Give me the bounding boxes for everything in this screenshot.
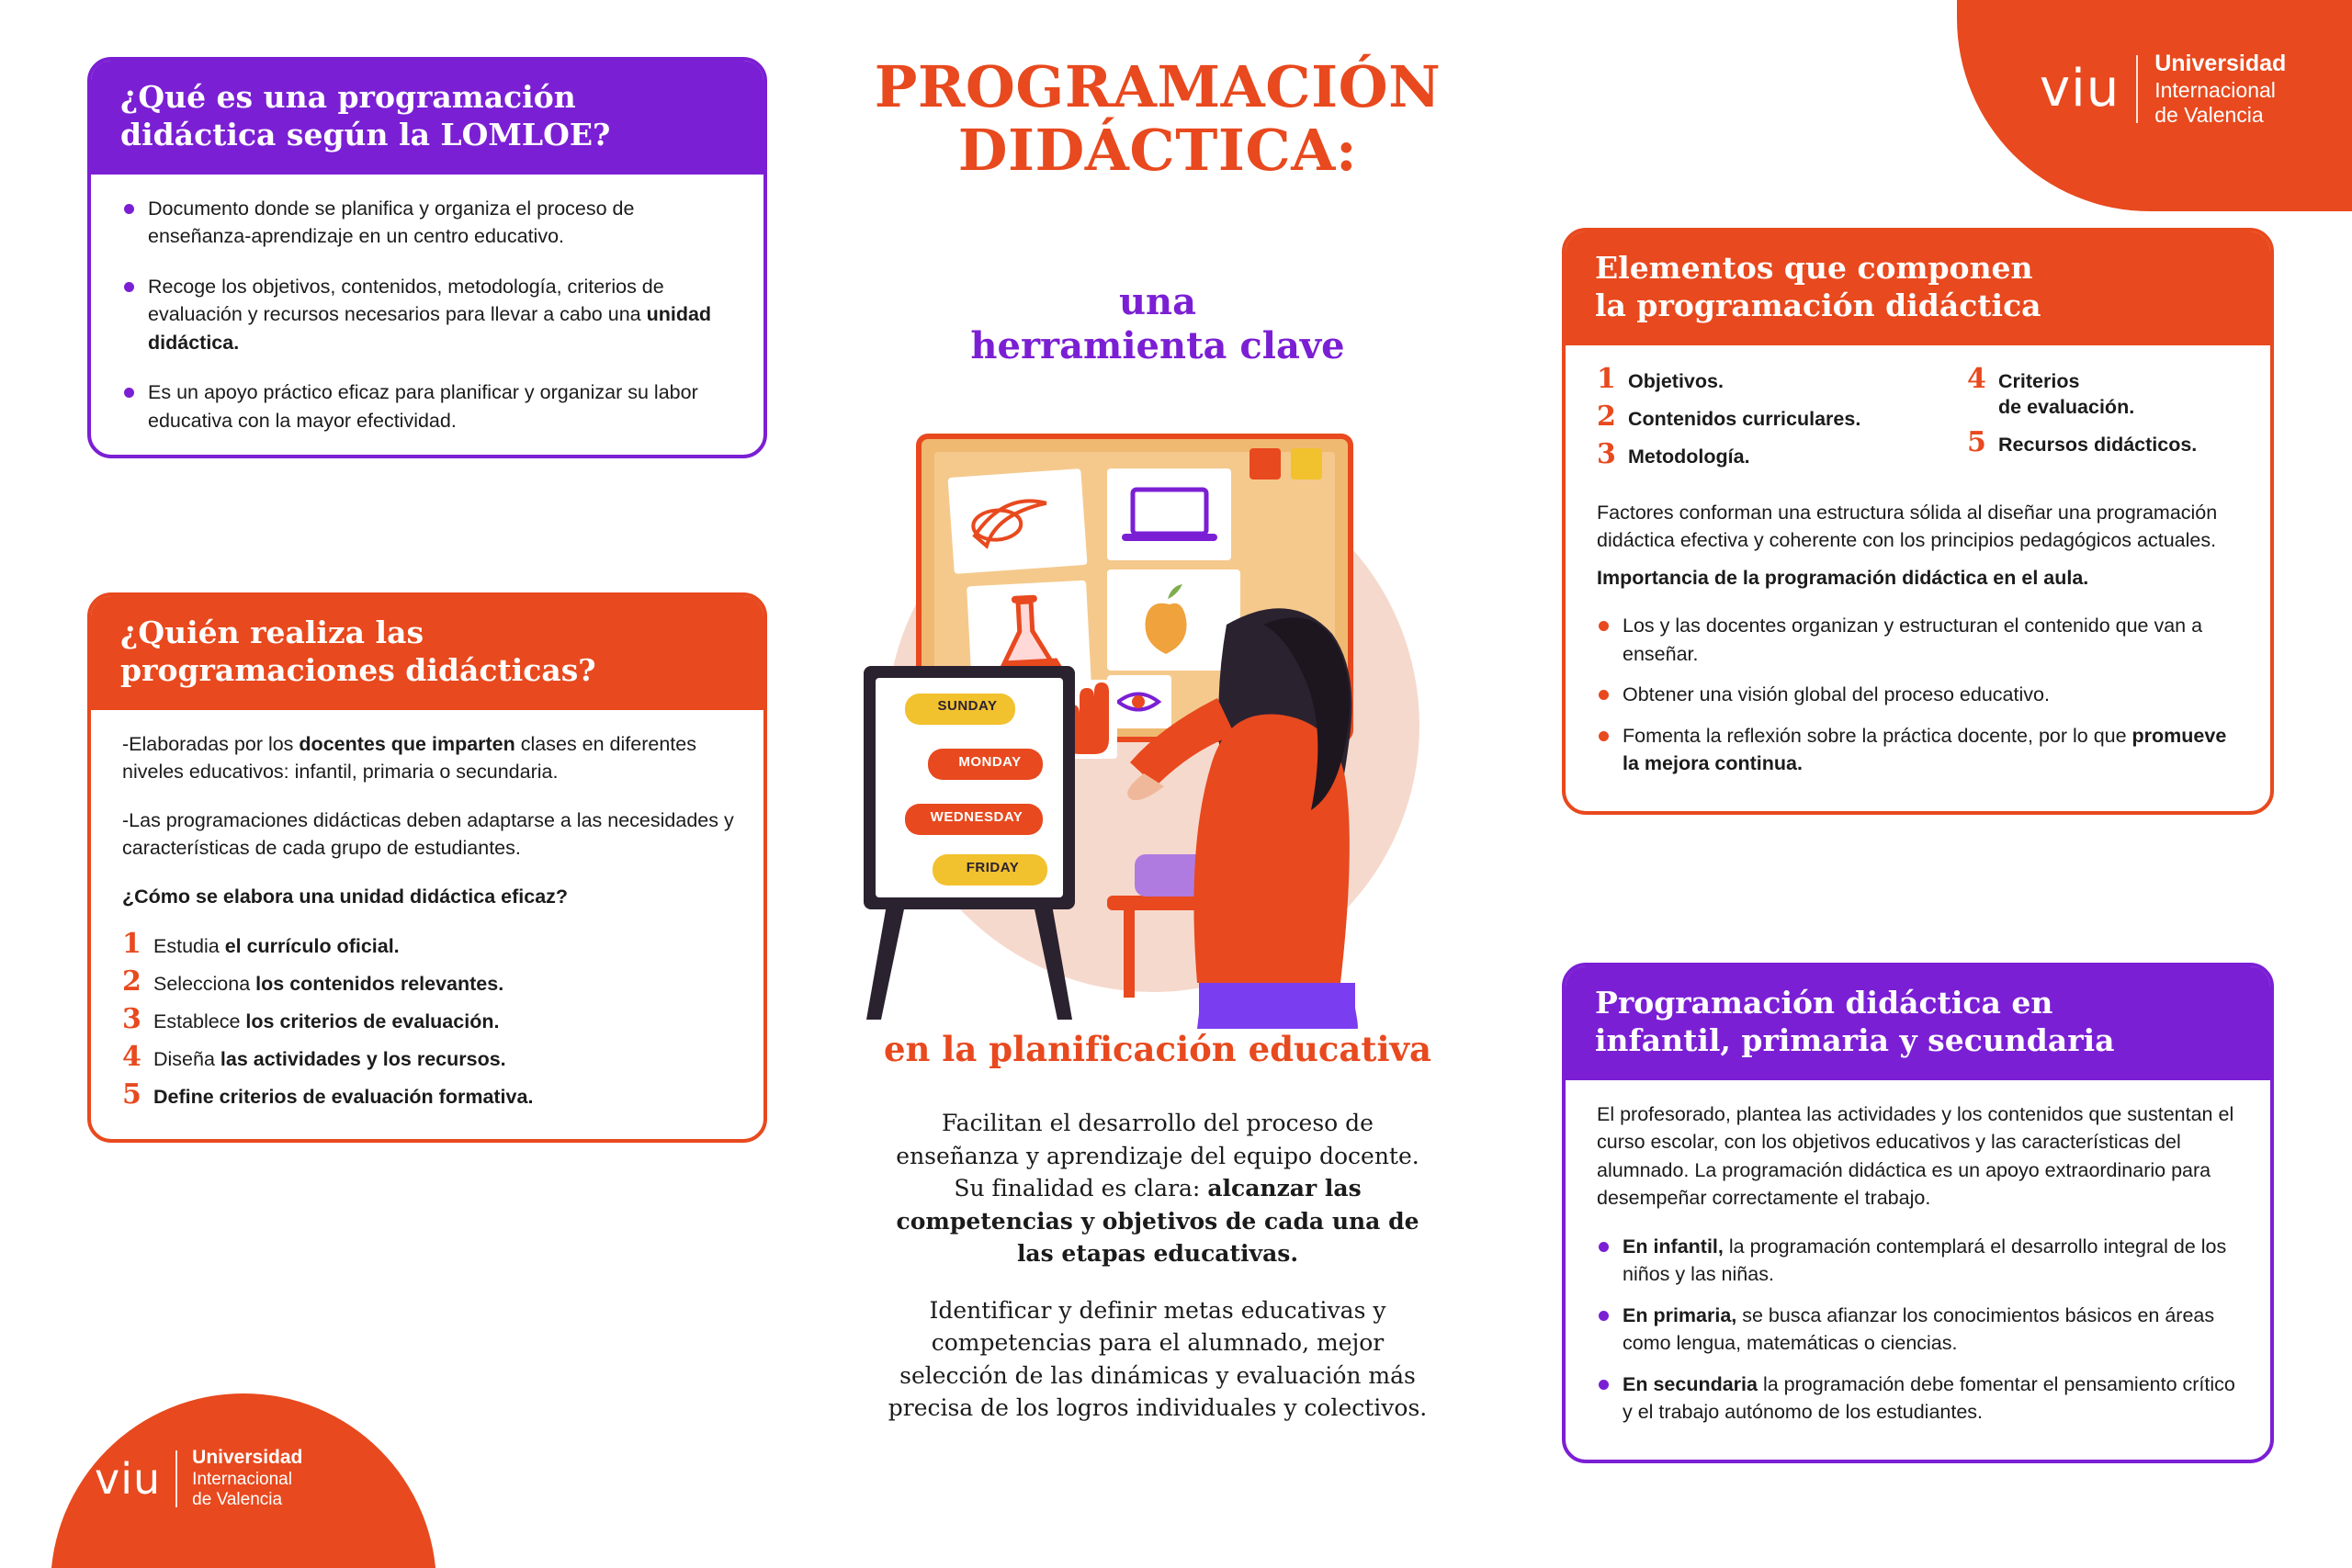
card-etapas [1562, 963, 2274, 1463]
center-description [882, 1107, 1433, 1425]
list-item [122, 965, 736, 998]
list-item [1597, 400, 1943, 433]
list-item [1597, 1233, 2243, 1289]
list-item [1597, 722, 2243, 778]
step-text-pre: Diseña [153, 1048, 220, 1071]
bullet-text-bold: En secundaria [1623, 1372, 1758, 1395]
card-quien-header [91, 596, 763, 710]
bullet-text-pre: Los y las docentes organizan y estructuran el contenido que van a enseñar. [1623, 615, 2203, 665]
bullet-text-pre: Fomenta la reflexión sobre la práctica docente, por lo que [1623, 724, 2132, 747]
bullet-text: la programación contemplará el desarrollo integral de los niños y las niñas. [1623, 1235, 2227, 1286]
card-elementos-title-line2: la programación didáctica [1595, 287, 2041, 323]
card-etapas-title-line2: infantil, primaria y secundaria [1595, 1021, 2115, 1058]
step-text [153, 934, 400, 960]
brand-name-line1: Universidad [192, 1447, 303, 1468]
para-post: clases en diferentes niveles educativos: infantil, primaria o secundaria. [122, 732, 696, 784]
page-title-line2: DIDÁCTICA: [957, 117, 1358, 185]
card-etapas-title-line1: Programación didáctica en [1595, 985, 2053, 1021]
brand-lockup [2040, 51, 2286, 128]
card-que-es-title-line2: didáctica según la LOMLOE? [120, 116, 611, 152]
list-item [122, 928, 736, 961]
bullet-text-bold: En primaria, [1623, 1303, 1737, 1326]
card-elementos-header [1566, 231, 2270, 345]
center-paragraph-1-plain: Facilitan el desarrollo del proceso de enseñanza y aprendizaje del equipo docente. Su finalidad es clara: [896, 1110, 1419, 1201]
list-item [1967, 362, 2243, 421]
element-number: 5 [1967, 425, 1986, 458]
easel-day-wednesday: WEDNESDAY [930, 809, 1023, 825]
page-subtitle-line1: una [1118, 280, 1197, 323]
step-number: 5 [122, 1078, 141, 1111]
list-item [1597, 1302, 2243, 1358]
page-title-line1: PROGRAMACIÓN [874, 53, 1442, 120]
list-item [1967, 425, 2243, 458]
card-etapas-bullets [1597, 1233, 2243, 1427]
card-quien-question: ¿Cómo se elabora una unidad didáctica eficaz? [122, 885, 569, 908]
para-bold: docentes que imparten [299, 732, 515, 755]
card-etapas-header [1566, 966, 2270, 1080]
card-que-es-title-line1: ¿Qué es una programación [120, 79, 576, 115]
card-elementos-para: Factores conforman una estructura sólida al diseñar una programación didáctica efectiva y coherente con los principios pedagógicos actuales. [1597, 501, 2218, 552]
card-quien-steps [122, 928, 736, 1111]
card-que-es-header [91, 61, 763, 175]
desk-leg-left [1124, 910, 1135, 998]
step-text-bold: Define criterios de evaluación formativa. [153, 1086, 534, 1109]
card-quien-title-line2: programaciones didácticas? [120, 651, 596, 688]
list-item [122, 1078, 736, 1111]
elementos-columns [1597, 362, 2243, 479]
step-text [153, 1085, 533, 1111]
easel-day-monday: MONDAY [958, 754, 1022, 770]
page-title [808, 55, 1507, 183]
card-quien-realiza [87, 592, 767, 1143]
bullet-text-pre: Obtener una visión global del proceso educativo. [1623, 683, 2050, 706]
list-item [1597, 362, 1943, 395]
card-elementos [1562, 228, 2274, 815]
brand-footer-lockup [95, 1447, 302, 1511]
list-item [1597, 681, 2243, 709]
element-label-line2: de evaluación. [1998, 395, 2135, 418]
bullet-text: la programación debe fomentar el pensamiento crítico y el trabajo autónomo de los estudiantes. [1623, 1372, 2235, 1424]
brand-name-line2: Internacional [192, 1469, 292, 1489]
logo-divider [175, 1450, 177, 1507]
illustration-teacher-board [831, 395, 1475, 1029]
card-etapas-para: El profesorado, plantea las actividades y los contenidos que sustentan el curso escolar, con los objetivos educativos y las características del alumnado. La programación didáctica es un apoyo extraordinario para desempeñar correctamente el trabajo. [1597, 1102, 2234, 1210]
illustration-caption: en la planificación educativa [883, 1029, 1432, 1069]
card-quien-body [91, 710, 763, 1139]
step-text-pre: Estudia [153, 935, 225, 958]
brand-name [192, 1447, 302, 1511]
brand-corner-logo [1957, 0, 2352, 211]
element-number: 4 [1967, 362, 1986, 395]
step-text-pre: Establece [153, 1010, 246, 1033]
brand-name-line3: de Valencia [192, 1490, 283, 1510]
step-text-bold: los criterios de evaluación. [245, 1010, 500, 1033]
card-elementos-body [1566, 345, 2270, 811]
list-item [122, 1003, 736, 1036]
list-item [1597, 437, 1943, 470]
step-text-bold: los contenidos relevantes. [255, 973, 504, 996]
brand-name-line3: de Valencia [2154, 102, 2264, 127]
sticky-note-yellow [1291, 448, 1322, 479]
step-number: 2 [122, 965, 141, 998]
step-text [153, 972, 503, 998]
card-que-es-programacion [87, 57, 767, 458]
element-number: 1 [1597, 362, 1616, 395]
center-paragraph-1-bold: alcanzar las competencias y objetivos de cada una de las etapas educativas. [896, 1175, 1419, 1267]
element-label-line1: Criterios [1998, 369, 2080, 392]
page-subtitle [808, 280, 1507, 368]
card-quien-title-line1: ¿Quién realiza las [120, 615, 424, 650]
bullet-text-pre: Documento donde se planifica y organiza el proceso de enseñanza-aprendizaje en un centro educativo. [148, 197, 635, 248]
card-elementos-para-bold: Importancia de la programación didáctica en el aula. [1597, 566, 2089, 589]
list-item [122, 195, 736, 251]
step-number: 3 [122, 1003, 141, 1036]
logo-divider [2136, 55, 2138, 123]
card-que-es-bullet-list [122, 195, 736, 435]
bullet-text-bold: promueve la mejora continua. [1623, 724, 2227, 775]
brand-name-line2: Internacional [2154, 77, 2276, 102]
element-label [1998, 369, 2134, 421]
easel-day-friday: FRIDAY [966, 860, 1020, 875]
brand-footer-logo [51, 1393, 436, 1568]
list-item [122, 378, 736, 434]
viu-logo-mark: viu [95, 1453, 162, 1504]
bullet-text-pre: Recoge los objetivos, contenidos, metodología, criterios de evaluación y recursos necesarios para llevar a cabo una [148, 275, 664, 326]
bullet-text-bold: En infantil, [1623, 1235, 1724, 1258]
pinned-note-laptop [1107, 468, 1231, 560]
card-elementos-title-line1: Elementos que componen [1595, 250, 2033, 286]
card-elementos-bullets [1597, 612, 2243, 778]
list-item [122, 273, 736, 357]
para-pre: -Elaboradas por los [122, 732, 300, 755]
step-number: 1 [122, 928, 141, 961]
card-quien-para-1 [122, 730, 736, 786]
element-label: Recursos didácticos. [1998, 433, 2198, 456]
element-label: Objetivos. [1628, 369, 1724, 392]
sticky-note-orange [1250, 448, 1281, 479]
step-number: 4 [122, 1041, 141, 1074]
element-number: 3 [1597, 437, 1616, 470]
list-item [1597, 1371, 2243, 1427]
card-quien-para-2: -Las programaciones didácticas deben adaptarse a las necesidades y características de cada grupo de estudiantes. [122, 808, 734, 860]
brand-name [2154, 51, 2286, 128]
step-text-bold: las actividades y los recursos. [220, 1048, 506, 1071]
bullet-text-bold: unidad didáctica. [148, 303, 712, 354]
bullet-text-pre: Es un apoyo práctico eficaz para planificar y organizar su labor educativa con la mayor efectividad. [148, 381, 698, 432]
step-text [153, 1010, 499, 1035]
elementos-left-list [1597, 362, 1943, 479]
bullet-text: se busca afianzar los conocimientos básicos en áreas como lengua, matemáticas o ciencias. [1623, 1303, 2215, 1355]
pinned-note-apple [1107, 570, 1240, 671]
viu-logo-mark: viu [2040, 58, 2120, 118]
element-label: Metodología. [1628, 445, 1750, 468]
list-item [1597, 612, 2243, 668]
easel-day-sunday: SUNDAY [937, 698, 998, 714]
center-paragraph-2: Identificar y definir metas educativas y competencias para el alumnado, mejor selección de las dinámicas y evaluación más precisa de los logros individuales y colectivos. [888, 1296, 1428, 1421]
step-text-bold: el currículo oficial. [224, 935, 400, 958]
step-text-pre: Selecciona [153, 973, 256, 996]
step-text [153, 1047, 506, 1073]
element-number: 2 [1597, 400, 1616, 433]
pinned-note-pencil [948, 468, 1088, 574]
element-label: Contenidos curriculares. [1628, 407, 1861, 430]
brand-name-line1: Universidad [2154, 51, 2287, 76]
list-item [122, 1043, 736, 1073]
card-que-es-body [91, 175, 763, 456]
page-subtitle-line2: herramienta clave [970, 324, 1345, 367]
elementos-right-list [1967, 362, 2243, 479]
center-paragraph-1 [882, 1107, 1433, 1270]
card-etapas-body [1566, 1080, 2270, 1460]
